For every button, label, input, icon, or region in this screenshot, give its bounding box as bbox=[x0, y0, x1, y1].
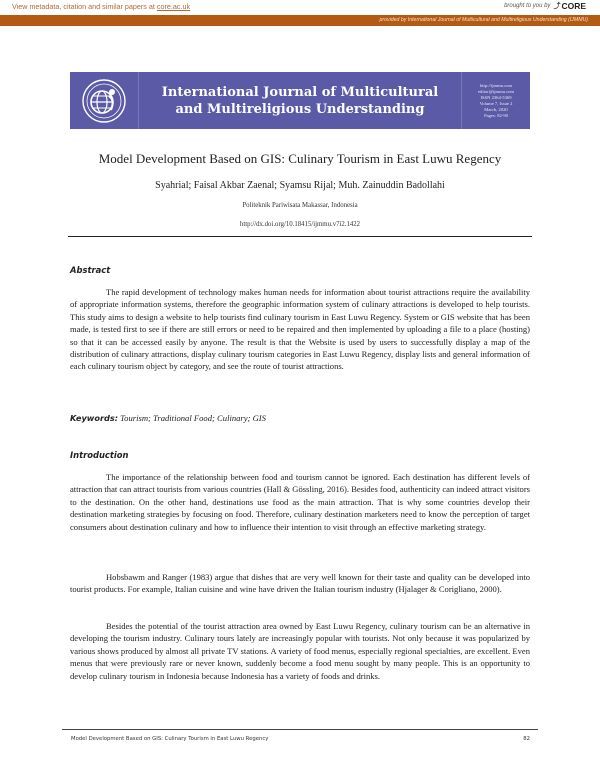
abstract-paragraph: The rapid development of technology makes human needs for information about tourist attractions require the availability of appropriate information systems, therefore the geographic information system of culinary attractions is developed to help tourists. This study aims to design a website to help tourists find culinary tourism in East Luwu Regency. System or GIS website that has been made, is tested first to see if there are still errors or need to be repaired and then implemented by uploading a file to a place (hosting) so that it can be accessed easily by anyone. The result is that the Website is used by users to successfully display a map of the distribution of culinary attractions, display culinary tourism categories in East Luwu Regency, display lists and general information of each culinary tourism object by category, and see the route of tourist attractions. bbox=[70, 287, 530, 372]
journal-pages: Pages: 82-90 bbox=[484, 112, 508, 118]
journal-logo-cell bbox=[70, 72, 139, 129]
footer-running-title: Model Development Based on GIS: Culinary Tourism in East Luwu Regency bbox=[71, 736, 269, 742]
metadata-text: View metadata, citation and similar papers at bbox=[12, 2, 157, 11]
journal-globe-logo-icon bbox=[81, 78, 127, 124]
introduction-heading: Introduction bbox=[70, 450, 129, 460]
journal-volume: Volume 7, Issue 2 bbox=[479, 100, 513, 106]
paragraph: Hobsbawm and Ranger (1983) argue that dishes that are very well known for their taste and quality can be developed into tourist products. For example, Italian cuisine and wine have driven the Italian tourism industry (Hjalager & Corigliano, 2000). bbox=[70, 572, 530, 595]
core-bird-icon: ⤴ bbox=[553, 3, 561, 10]
brought-to-you-by[interactable] bbox=[504, 1, 586, 11]
journal-info bbox=[461, 72, 530, 129]
paragraph: Besides the potential of the tourist attraction area owned by East Luwu Regency, culinary tourism can be an alternative in developing the tourism industry. Culinary tours lately are increasingly popular with tourists. Not only because it was popularized by various shows produced by almost all private TV stations. A variety of food menus, especially regional specialties, are excellent. Even menus that were previously rare or never known, suddenly become a food menu sought by many people. This is an opportunity to develop culinary tourism in Indonesia because Indonesia has a variety of foods and drinks. bbox=[70, 621, 530, 681]
journal-banner bbox=[70, 72, 530, 129]
title-divider bbox=[68, 236, 532, 237]
abstract-heading: Abstract bbox=[70, 265, 111, 275]
core-header bbox=[0, 0, 600, 13]
footer-divider bbox=[62, 729, 538, 730]
core-logo bbox=[553, 1, 586, 11]
core-label: CORE bbox=[561, 1, 586, 11]
journal-title-line1: International Journal of Multicultural bbox=[161, 84, 439, 100]
paragraph: The importance of the relationship between food and tourism cannot be ignored. Each destination has different levels of attraction that can attract tourists from various countries (Hall & Gössling, 2016). Besides food, authenticity can indeed attract visitors to the destination. On the other hand, destinations use food as the main attraction. That is why some countries develop their destination marketing strategies by focusing on food. Therefore, culinary destination marketers need to know the perception of target consumers about destination culinary and how to influence their intention to visit through an effective marketing strategy. bbox=[70, 472, 530, 532]
introduction-paragraph-3 bbox=[70, 620, 530, 682]
core-link[interactable]: core.ac.uk bbox=[156, 2, 191, 11]
core-provided-bar bbox=[0, 15, 600, 26]
journal-url[interactable]: http://ijmmu.com bbox=[479, 82, 513, 88]
journal-title-line2: and Multireligious Understanding bbox=[175, 101, 425, 117]
journal-date: March, 2020 bbox=[484, 106, 508, 112]
keywords-values: Tourism; Traditional Food; Culinary; GIS bbox=[118, 413, 266, 423]
provided-by-text: provided by International Journal of Multicultural and Multireligious Understanding (IJMMU) bbox=[379, 17, 588, 23]
introduction-paragraph-1 bbox=[70, 471, 530, 533]
paper-affiliation: Politeknik Pariwisata Makassar, Indonesia bbox=[242, 202, 358, 209]
paper-authors: Syahrial; Faisal Akbar Zaenal; Syamsu Rijal; Muh. Zainuddin Badollahi bbox=[155, 180, 445, 191]
journal-issn: ISSN 2364-5369 bbox=[480, 94, 512, 100]
paper-doi[interactable]: http://dx.doi.org/10.18415/ijmmu.v7i2.1422 bbox=[239, 221, 361, 228]
keywords bbox=[70, 413, 266, 423]
journal-email[interactable]: editor@ijmmu.com bbox=[478, 88, 514, 94]
introduction-paragraph-2 bbox=[70, 571, 530, 596]
journal-title bbox=[139, 72, 461, 129]
brought-text: brought to you by bbox=[504, 3, 551, 9]
paper-title: Model Development Based on GIS: Culinary Tourism in East Luwu Regency bbox=[98, 151, 502, 166]
footer-page-number: 82 bbox=[523, 736, 530, 742]
keywords-label: Keywords: bbox=[70, 413, 119, 423]
metadata-notice bbox=[12, 2, 190, 11]
abstract-body bbox=[70, 286, 530, 373]
